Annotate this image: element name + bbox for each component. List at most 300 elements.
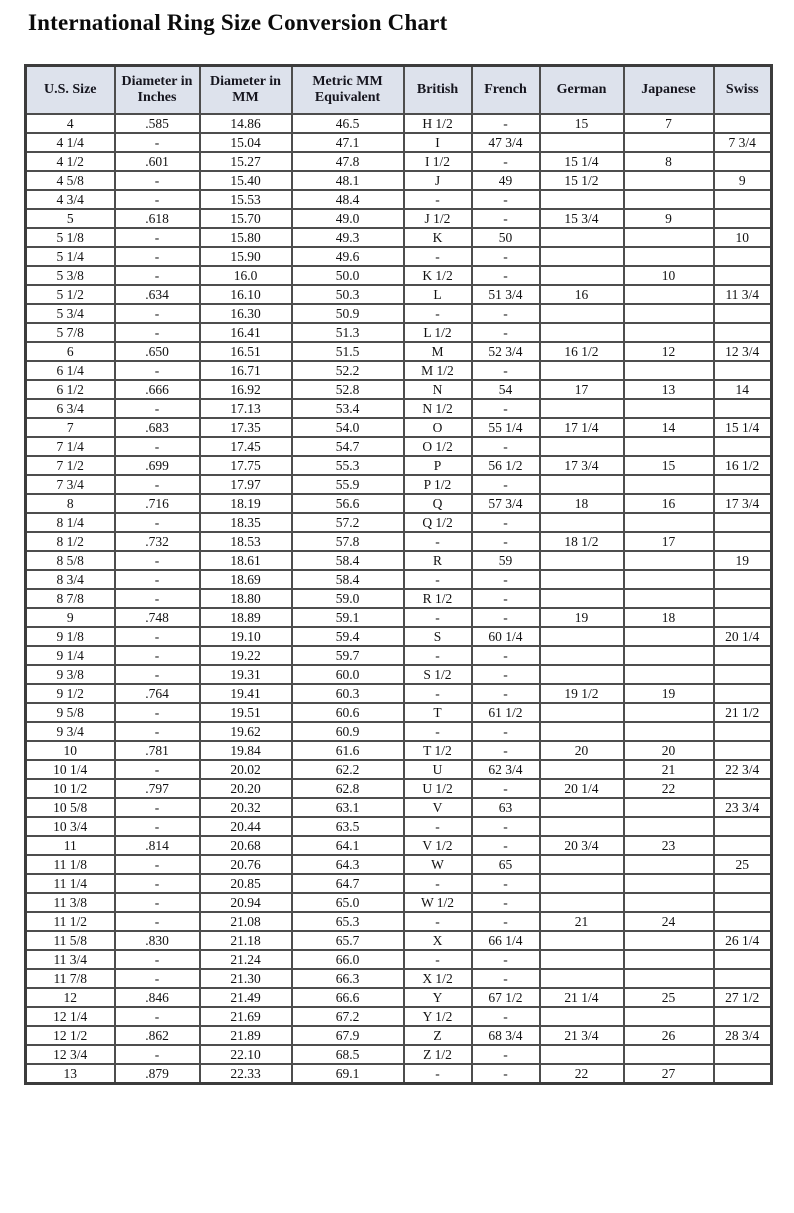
table-cell: - (472, 475, 540, 494)
table-cell: - (472, 646, 540, 665)
table-cell: 20.94 (200, 893, 292, 912)
table-cell: - (115, 190, 200, 209)
table-cell: 55.3 (292, 456, 404, 475)
table-cell (714, 570, 772, 589)
table-row (26, 874, 772, 893)
table-cell (624, 247, 714, 266)
table-cell: 8 5/8 (26, 551, 115, 570)
table-cell: 15 (624, 456, 714, 475)
table-cell: Q (404, 494, 472, 513)
table-cell: 9 3/8 (26, 665, 115, 684)
table-cell: - (404, 570, 472, 589)
table-cell: - (115, 893, 200, 912)
table-cell: 64.3 (292, 855, 404, 874)
table-cell: 6 (26, 342, 115, 361)
table-cell: - (472, 874, 540, 893)
table-cell (714, 665, 772, 684)
table-cell: 10 (624, 266, 714, 285)
table-cell: 20 (540, 741, 624, 760)
table-cell: 58.4 (292, 570, 404, 589)
table-cell: 21.30 (200, 969, 292, 988)
table-cell: - (404, 684, 472, 703)
table-cell (540, 893, 624, 912)
table-cell: - (115, 912, 200, 931)
table-cell (714, 969, 772, 988)
table-cell: 27 1/2 (714, 988, 772, 1007)
table-cell: 23 3/4 (714, 798, 772, 817)
column-header-diameter-mm: Diameter in MM (200, 66, 292, 115)
table-cell: 18.35 (200, 513, 292, 532)
table-cell: .683 (115, 418, 200, 437)
ring-size-conversion-table (24, 64, 773, 1085)
table-cell: N 1/2 (404, 399, 472, 418)
table-row (26, 836, 772, 855)
table-row (26, 931, 772, 950)
table-cell (624, 513, 714, 532)
table-cell: 17.75 (200, 456, 292, 475)
table-cell (714, 1064, 772, 1084)
table-cell: T 1/2 (404, 741, 472, 760)
table-cell: 12 (26, 988, 115, 1007)
table-cell: 60.9 (292, 722, 404, 741)
table-cell: 10 1/2 (26, 779, 115, 798)
table-row (26, 969, 772, 988)
table-row (26, 703, 772, 722)
table-cell: 23 (624, 836, 714, 855)
table-cell: 63.5 (292, 817, 404, 836)
table-cell (624, 874, 714, 893)
table-cell: 50.0 (292, 266, 404, 285)
table-cell: 16 (624, 494, 714, 513)
table-cell: 62 3/4 (472, 760, 540, 779)
table-cell: 56.6 (292, 494, 404, 513)
table-cell: 19.10 (200, 627, 292, 646)
table-cell: 11 1/2 (26, 912, 115, 931)
table-cell: 57.2 (292, 513, 404, 532)
table-cell (624, 931, 714, 950)
table-cell: 18 (624, 608, 714, 627)
table-row (26, 475, 772, 494)
table-cell: 11 3/4 (714, 285, 772, 304)
table-cell: - (115, 399, 200, 418)
table-cell: 46.5 (292, 114, 404, 133)
table-cell: 62.2 (292, 760, 404, 779)
table-cell: - (115, 950, 200, 969)
table-cell (624, 646, 714, 665)
table-cell: 20.32 (200, 798, 292, 817)
table-cell (624, 722, 714, 741)
table-cell: K 1/2 (404, 266, 472, 285)
table-cell: 64.1 (292, 836, 404, 855)
table-cell: .879 (115, 1064, 200, 1084)
table-cell: .830 (115, 931, 200, 950)
table-cell (714, 361, 772, 380)
table-row (26, 247, 772, 266)
table-cell: - (472, 361, 540, 380)
table-cell: 11 5/8 (26, 931, 115, 950)
table-cell: - (472, 950, 540, 969)
column-header-japanese: Japanese (624, 66, 714, 115)
table-cell: - (472, 1064, 540, 1084)
table-cell: 5 1/4 (26, 247, 115, 266)
table-cell (714, 950, 772, 969)
table-cell: 7 (26, 418, 115, 437)
table-cell: 49 (472, 171, 540, 190)
table-cell: 50.9 (292, 304, 404, 323)
column-header-us-size: U.S. Size (26, 66, 115, 115)
table-cell: 57 3/4 (472, 494, 540, 513)
table-cell (540, 703, 624, 722)
table-row (26, 608, 772, 627)
table-cell: 68.5 (292, 1045, 404, 1064)
table-cell: - (472, 912, 540, 931)
table-cell: .846 (115, 988, 200, 1007)
table-cell (624, 665, 714, 684)
table-cell: 19 1/2 (540, 684, 624, 703)
table-cell: .618 (115, 209, 200, 228)
table-cell: - (115, 551, 200, 570)
table-cell: - (472, 152, 540, 171)
table-cell (540, 437, 624, 456)
table-cell: - (115, 1045, 200, 1064)
table-row (26, 684, 772, 703)
table-cell: 27 (624, 1064, 714, 1084)
table-cell: - (115, 1007, 200, 1026)
table-cell: 54.7 (292, 437, 404, 456)
table-cell: 26 1/4 (714, 931, 772, 950)
table-cell (540, 570, 624, 589)
table-cell: - (115, 760, 200, 779)
table-cell (624, 893, 714, 912)
table-cell: 19.51 (200, 703, 292, 722)
table-cell: S 1/2 (404, 665, 472, 684)
table-cell (624, 399, 714, 418)
table-cell: 62.8 (292, 779, 404, 798)
table-cell (540, 228, 624, 247)
table-cell (714, 912, 772, 931)
table-cell: - (404, 247, 472, 266)
table-cell: Y (404, 988, 472, 1007)
table-cell: 15.80 (200, 228, 292, 247)
table-cell: - (472, 399, 540, 418)
table-cell: 9 3/4 (26, 722, 115, 741)
table-cell: - (472, 114, 540, 133)
table-cell: 12 3/4 (26, 1045, 115, 1064)
table-cell: 15.04 (200, 133, 292, 152)
table-cell (540, 1007, 624, 1026)
table-cell: 13 (26, 1064, 115, 1084)
table-cell: 22 (540, 1064, 624, 1084)
table-cell: 20.68 (200, 836, 292, 855)
table-row (26, 817, 772, 836)
table-cell (624, 855, 714, 874)
table-cell: 49.3 (292, 228, 404, 247)
table-cell: 13 (624, 380, 714, 399)
table-cell: 55.9 (292, 475, 404, 494)
table-cell: 66.0 (292, 950, 404, 969)
table-cell: 26 (624, 1026, 714, 1045)
table-cell (540, 722, 624, 741)
table-cell: 47.8 (292, 152, 404, 171)
table-cell: 16 1/2 (540, 342, 624, 361)
table-cell: I (404, 133, 472, 152)
table-row (26, 893, 772, 912)
table-cell: 8 1/4 (26, 513, 115, 532)
table-row (26, 190, 772, 209)
table-cell: - (404, 950, 472, 969)
table-cell: O 1/2 (404, 437, 472, 456)
table-cell: .862 (115, 1026, 200, 1045)
table-cell: .732 (115, 532, 200, 551)
table-cell: 20 (624, 741, 714, 760)
table-cell: 22 3/4 (714, 760, 772, 779)
table-cell: 66.6 (292, 988, 404, 1007)
table-cell: O (404, 418, 472, 437)
table-cell: 21 1/4 (540, 988, 624, 1007)
table-cell: 8 3/4 (26, 570, 115, 589)
table-cell: - (472, 893, 540, 912)
table-cell: - (472, 684, 540, 703)
table-row (26, 988, 772, 1007)
table-row (26, 798, 772, 817)
table-cell: - (115, 304, 200, 323)
table-cell: 9 1/4 (26, 646, 115, 665)
table-cell: 16.30 (200, 304, 292, 323)
table-cell: 10 3/4 (26, 817, 115, 836)
table-cell (624, 1045, 714, 1064)
column-header-french: French (472, 66, 540, 115)
table-cell: 8 1/2 (26, 532, 115, 551)
table-cell: 11 1/4 (26, 874, 115, 893)
table-cell (714, 209, 772, 228)
table-cell: 19.62 (200, 722, 292, 741)
table-cell: 8 (26, 494, 115, 513)
table-cell: 4 1/2 (26, 152, 115, 171)
table-cell: 11 (26, 836, 115, 855)
table-cell: - (472, 1007, 540, 1026)
table-cell: 9 (26, 608, 115, 627)
table-row (26, 456, 772, 475)
table-cell (624, 228, 714, 247)
table-cell: 24 (624, 912, 714, 931)
table-cell (714, 836, 772, 855)
table-cell: 11 7/8 (26, 969, 115, 988)
table-cell (714, 684, 772, 703)
table-cell: - (115, 817, 200, 836)
table-cell: 60 1/4 (472, 627, 540, 646)
table-cell: - (472, 513, 540, 532)
table-cell: 10 (26, 741, 115, 760)
table-cell: 20.02 (200, 760, 292, 779)
table-cell: 63 (472, 798, 540, 817)
table-cell: Z (404, 1026, 472, 1045)
table-cell (714, 114, 772, 133)
table-cell: 67.2 (292, 1007, 404, 1026)
table-cell: - (472, 722, 540, 741)
table-cell: .797 (115, 779, 200, 798)
table-cell: R (404, 551, 472, 570)
table-cell (540, 475, 624, 494)
table-cell: P 1/2 (404, 475, 472, 494)
table-cell: 15 1/4 (714, 418, 772, 437)
table-cell: 21.18 (200, 931, 292, 950)
table-cell: 14 (624, 418, 714, 437)
table-cell: 54.0 (292, 418, 404, 437)
table-cell: 18.53 (200, 532, 292, 551)
table-cell: - (404, 646, 472, 665)
table-cell: - (115, 855, 200, 874)
table-cell: 5 1/8 (26, 228, 115, 247)
table-cell: 12 1/2 (26, 1026, 115, 1045)
table-cell: T (404, 703, 472, 722)
table-cell: 56 1/2 (472, 456, 540, 475)
table-cell: 22 (624, 779, 714, 798)
table-cell (714, 646, 772, 665)
column-header-swiss: Swiss (714, 66, 772, 115)
table-cell (714, 513, 772, 532)
table-cell: 19 (624, 684, 714, 703)
table-cell: 66.3 (292, 969, 404, 988)
table-cell: 7 3/4 (26, 475, 115, 494)
table-cell: - (115, 570, 200, 589)
table-cell (624, 171, 714, 190)
table-cell: 15 (540, 114, 624, 133)
table-cell: 4 1/4 (26, 133, 115, 152)
table-cell: H 1/2 (404, 114, 472, 133)
table-cell: 4 3/4 (26, 190, 115, 209)
table-cell: 17.97 (200, 475, 292, 494)
table-cell: 49.6 (292, 247, 404, 266)
table-row (26, 513, 772, 532)
table-cell: 16.92 (200, 380, 292, 399)
table-row (26, 779, 772, 798)
table-cell (714, 437, 772, 456)
table-cell (714, 266, 772, 285)
table-cell: 21.08 (200, 912, 292, 931)
table-cell: - (404, 817, 472, 836)
table-cell: 22.33 (200, 1064, 292, 1084)
table-cell: M (404, 342, 472, 361)
table-cell: 61 1/2 (472, 703, 540, 722)
table-cell: 54 (472, 380, 540, 399)
table-cell: 20.85 (200, 874, 292, 893)
table-cell (624, 1007, 714, 1026)
table-cell: 14 (714, 380, 772, 399)
table-cell: 59 (472, 551, 540, 570)
table-cell: 16.51 (200, 342, 292, 361)
table-row (26, 570, 772, 589)
table-cell: .601 (115, 152, 200, 171)
table-cell: 7 (624, 114, 714, 133)
table-row (26, 1064, 772, 1084)
table-cell (624, 551, 714, 570)
table-cell: 17 (540, 380, 624, 399)
table-cell (540, 855, 624, 874)
table-cell: 17 (624, 532, 714, 551)
table-cell: 16.0 (200, 266, 292, 285)
table-cell: - (404, 190, 472, 209)
table-cell (624, 703, 714, 722)
table-cell: N (404, 380, 472, 399)
table-cell (540, 247, 624, 266)
table-row (26, 950, 772, 969)
table-cell: 28 3/4 (714, 1026, 772, 1045)
table-row (26, 380, 772, 399)
table-cell (714, 399, 772, 418)
table-cell: 65.7 (292, 931, 404, 950)
table-cell: 49.0 (292, 209, 404, 228)
table-cell: L (404, 285, 472, 304)
table-cell: 20.44 (200, 817, 292, 836)
table-body (26, 114, 772, 1084)
table-cell (624, 969, 714, 988)
table-cell: 10 1/4 (26, 760, 115, 779)
table-cell: 16.41 (200, 323, 292, 342)
table-cell: 21.89 (200, 1026, 292, 1045)
table-cell (624, 817, 714, 836)
table-row (26, 342, 772, 361)
table-cell: U (404, 760, 472, 779)
table-cell (540, 760, 624, 779)
table-row (26, 551, 772, 570)
table-cell: .634 (115, 285, 200, 304)
table-cell: .781 (115, 741, 200, 760)
table-cell (624, 798, 714, 817)
table-cell (540, 874, 624, 893)
table-cell: - (472, 304, 540, 323)
table-cell (714, 874, 772, 893)
table-cell (540, 798, 624, 817)
table-cell (624, 323, 714, 342)
table-cell: - (115, 703, 200, 722)
table-cell (624, 361, 714, 380)
table-cell: 6 1/4 (26, 361, 115, 380)
column-header-metric-mm: Metric MM Equivalent (292, 66, 404, 115)
table-cell: 19 (540, 608, 624, 627)
table-cell: - (472, 209, 540, 228)
table-row (26, 722, 772, 741)
table-row (26, 228, 772, 247)
table-cell: 7 3/4 (714, 133, 772, 152)
table-row (26, 1045, 772, 1064)
table-cell: - (472, 323, 540, 342)
table-cell: 19.22 (200, 646, 292, 665)
table-cell (714, 532, 772, 551)
table-cell: - (472, 969, 540, 988)
table-cell: 17 3/4 (540, 456, 624, 475)
table-row (26, 133, 772, 152)
table-cell: K (404, 228, 472, 247)
table-cell: 16.71 (200, 361, 292, 380)
table-cell (540, 646, 624, 665)
table-cell (540, 665, 624, 684)
table-row (26, 1026, 772, 1045)
table-cell (714, 304, 772, 323)
table-cell (540, 1045, 624, 1064)
table-cell (714, 247, 772, 266)
table-cell: W (404, 855, 472, 874)
table-cell (540, 513, 624, 532)
table-cell: - (472, 1045, 540, 1064)
table-cell: - (404, 304, 472, 323)
table-row (26, 532, 772, 551)
table-cell (624, 589, 714, 608)
table-row (26, 855, 772, 874)
table-cell: 18.19 (200, 494, 292, 513)
table-cell (540, 969, 624, 988)
table-cell (540, 931, 624, 950)
table-cell: 69.1 (292, 1064, 404, 1084)
